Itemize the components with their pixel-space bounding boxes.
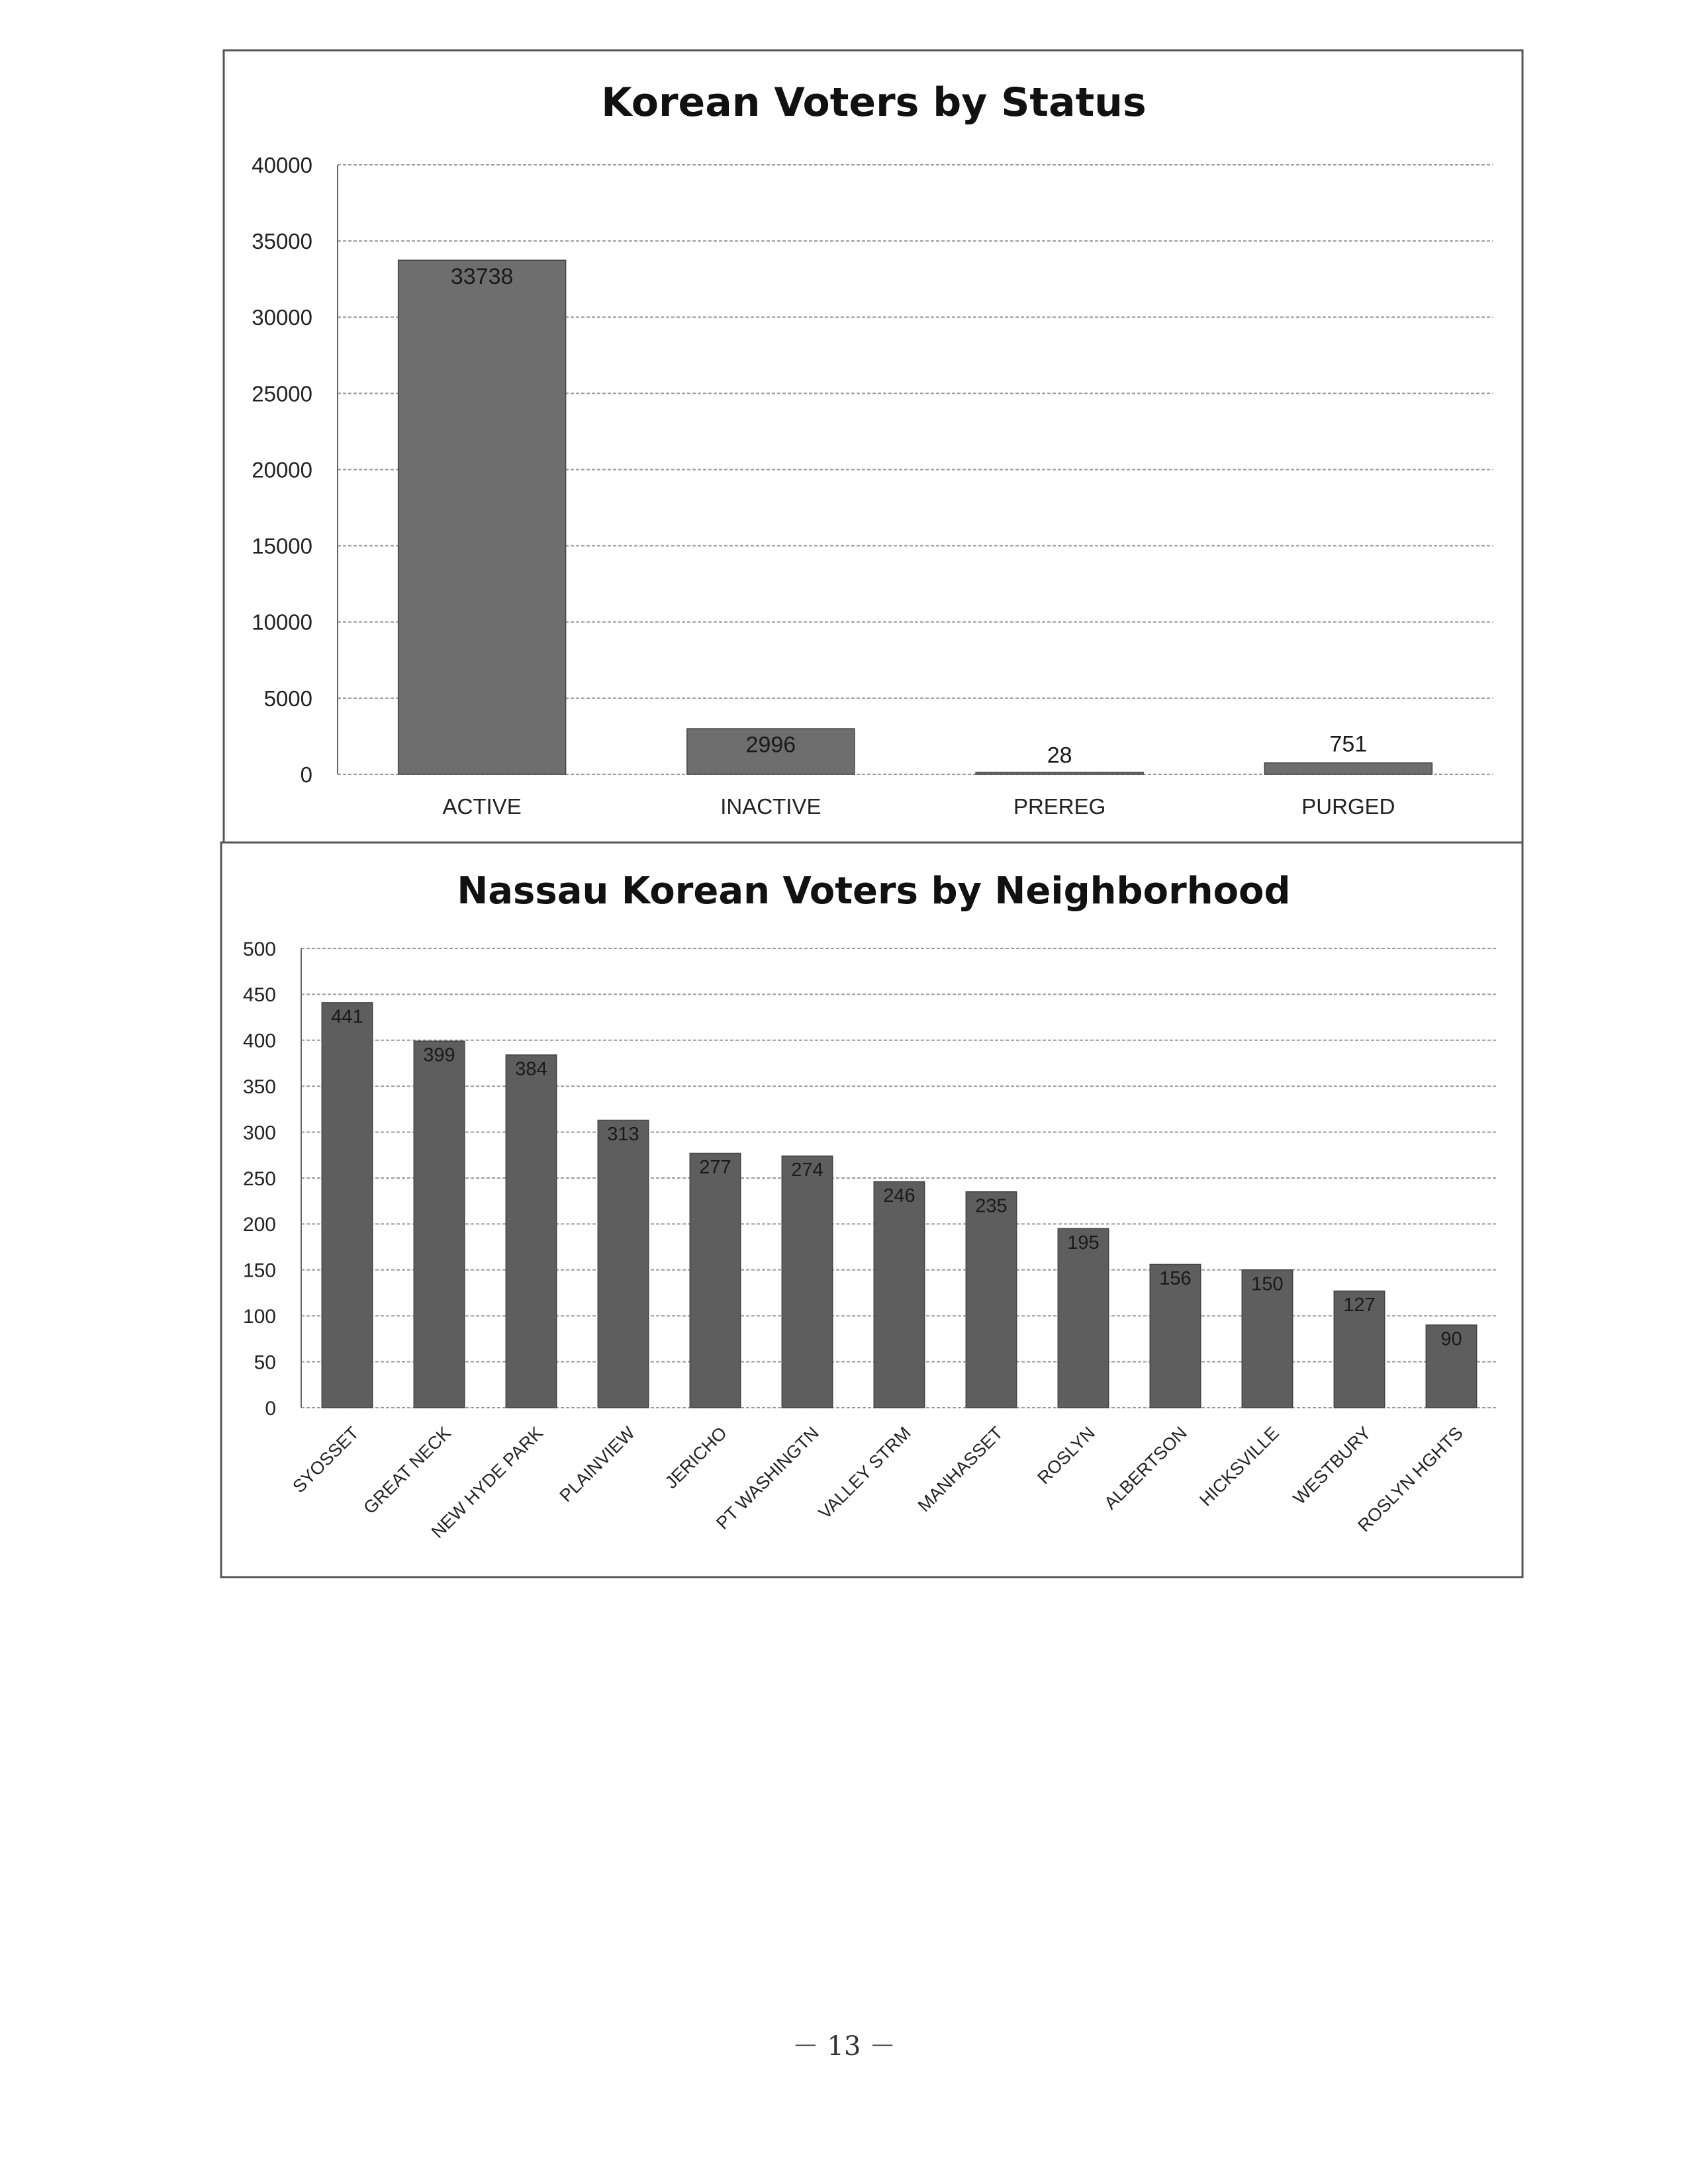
c1-ytick-2: 10000 [252,610,312,635]
c2-bar-1 [414,1041,464,1408]
c1-bar-2 [976,772,1143,774]
c2-bar-7 [966,1192,1016,1408]
c2-data-label-6: 246 [883,1185,915,1207]
chart1-title: Korean Voters by Status [601,79,1147,126]
c1-data-label-0: 33738 [450,263,514,289]
c2-x-label-2: NEW HYDE PARK [427,1423,547,1543]
c2-ytick-7: 350 [242,1076,276,1098]
c2-data-label-1: 399 [423,1044,455,1066]
c2-bar-3 [598,1120,648,1408]
chart2-title: Nassau Korean Voters by Neighborhood [457,870,1291,913]
c2-bar-2 [506,1055,556,1408]
c1-x-label-0: ACTIVE [442,794,522,819]
chart1-y-axis-ticks [252,153,312,787]
c2-ytick-3: 150 [242,1259,276,1282]
c1-ytick-0: 0 [300,762,312,787]
c2-ytick-4: 200 [242,1214,276,1236]
c2-x-label-7: MANHASSET [914,1423,1007,1516]
c2-data-label-11: 127 [1343,1295,1376,1316]
c2-data-label-0: 441 [331,1006,363,1028]
c2-data-label-9: 156 [1159,1267,1192,1289]
c2-ytick-8: 400 [242,1030,276,1052]
c2-data-label-10: 150 [1251,1273,1284,1295]
c2-ytick-2: 100 [242,1306,276,1328]
c1-ytick-4: 20000 [252,457,312,482]
c1-bar-0 [399,260,566,774]
c2-x-label-12: ROSLYN HGHTS [1354,1423,1467,1536]
c2-data-label-5: 274 [791,1160,823,1181]
c2-x-label-6: VALLEY STRM [814,1423,915,1524]
chart2-y-axis-ticks [243,938,276,1420]
c1-ytick-8: 40000 [252,152,312,177]
c2-bar-4 [690,1154,740,1408]
c1-data-label-3: 751 [1329,731,1368,757]
c1-ytick-7: 35000 [252,229,312,254]
c2-ytick-9: 450 [242,984,276,1007]
c1-ytick-6: 30000 [252,305,312,330]
c2-ytick-1: 50 [254,1351,276,1374]
c2-ytick-6: 300 [242,1122,276,1144]
c1-x-label-2: PREREG [1013,794,1106,819]
c2-x-label-9: ALBERTSON [1100,1423,1191,1514]
c2-bar-6 [874,1182,924,1408]
c2-x-label-3: PLAINVIEW [555,1423,639,1506]
c2-x-label-1: GREAT NECK [359,1423,455,1518]
c1-data-label-2: 28 [1047,743,1072,768]
chart-voters-by-neighborhood [221,842,1523,1577]
c1-bar-3 [1264,763,1432,774]
c2-data-label-2: 384 [515,1058,547,1080]
c2-x-label-5: PT WASHINGTN [712,1423,823,1533]
c2-ytick-10: 500 [242,938,276,960]
c2-ytick-0: 0 [265,1397,276,1420]
c2-x-label-10: HICKSVILLE [1196,1423,1283,1510]
c1-data-label-1: 2996 [745,732,796,758]
c2-data-label-3: 313 [607,1124,639,1146]
chart1-data-labels [451,264,1367,768]
c2-bar-0 [322,1003,372,1408]
c2-bar-8 [1058,1228,1108,1408]
chart-voters-by-status [224,50,1523,842]
c1-x-label-3: PURGED [1301,794,1395,819]
c2-bar-5 [782,1156,832,1408]
c1-ytick-1: 5000 [263,686,312,711]
c2-data-label-4: 277 [699,1156,731,1178]
c1-ytick-5: 25000 [252,381,312,406]
c1-x-label-1: INACTIVE [720,794,821,819]
c2-ytick-5: 250 [242,1167,276,1190]
page-number: － 13 － [792,2031,896,2062]
c2-x-label-8: ROSLYN [1033,1423,1099,1488]
c2-x-label-4: JERICHO [661,1423,731,1493]
chart1-bars [399,260,1432,774]
chart1-x-axis-labels [443,794,1395,819]
c2-x-label-11: WESTBURY [1289,1423,1375,1509]
c1-ytick-3: 15000 [252,533,312,559]
c2-data-label-7: 235 [975,1195,1008,1217]
c2-data-label-12: 90 [1440,1328,1462,1350]
c2-data-label-8: 195 [1067,1232,1100,1253]
c2-x-label-0: SYOSSET [289,1423,363,1497]
chart2-x-axis-labels [289,1423,1466,1542]
